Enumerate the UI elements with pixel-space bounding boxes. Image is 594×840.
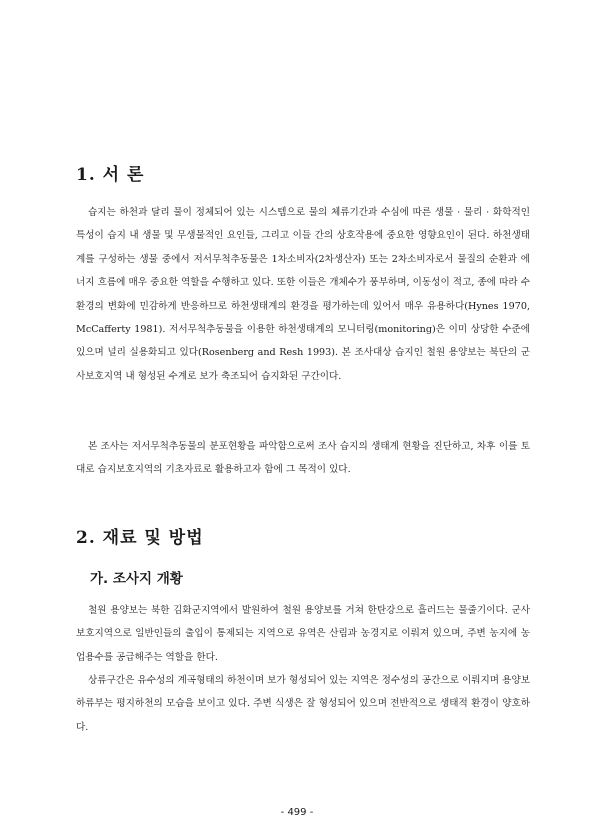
section-1-paragraph-2: 본 조사는 저서무척추동물의 분포현황을 파악함으로써 조사 습지의 생태계 현황을 진단하고, 차후 이를 토대로 습지보호지역의 기초자료로 활용하고자 함에 그 목적이 있다. — [76, 441, 530, 476]
section-1-paragraph-1: 습지는 하천과 달리 물이 정체되어 있는 시스템으로 물의 체류기간과 수심에 따른 생물 · 물리 · 화학적인 특성이 습지 내 생물 및 무생물적인 요인들, 그리고 이들 간의 상호작용에 중요한 영향요인이 된다. 하천생태계를 구성하는 생물 중에서 저서무척추동물은 1차소비자(2차생산자) 또는 2차소비자로서 물질의 순환과 에너지 흐름에 매우 중요한 역할을 수행하고 있다. 또한 이들은 개체수가 풍부하며, 이동성이 적고, 종에 따라 수환경의 변화에 민감하게 반응하므로 하천생태계의 환경을 평가하는데 있어서 매우 유용하다(Hynes 1970, McCafferty 1981). 저서무척추동물을 이용한 하천생태계의 모니터링(monitoring)은 이미 상당한 수준에 있으며 널리 실용화되고 있다(Rosenberg and Resh 1993). 본 조사대상 습지인 철원 용양보는 북단의 군사보호지역 내 형성된 수계로 보가 축조되어 습지화된 구간이다. — [76, 207, 530, 382]
section-2-paragraph-2: 상류구간은 유수성의 계곡형태의 하천이며 보가 형성되어 있는 지역은 정수성의 공간으로 이뤄지며 용양보 하류부는 평지하천의 모습을 보이고 있다. 주변 식생은 잘 형성되어 있으며 전반적으로 생태적 환경이 양호하다. — [76, 675, 530, 733]
section-1-title: 1. 서 론 — [76, 165, 145, 185]
subsection-title: 가. 조사지 개황 — [90, 571, 183, 587]
page-number: - 499 - — [280, 807, 314, 818]
section-2-paragraph-1: 철원 용양보는 북한 김화군지역에서 발원하여 철원 용양보를 거쳐 한탄강으로 흘러드는 물줄기이다. 군사보호지역으로 일반인들의 출입이 통제되는 지역으로 유역은 산림과 농경지로 이뤄져 있으며, 주변 농지에 농업용수를 공급해주는 역할을 한다. — [76, 605, 530, 663]
section-2-title: 2. 재료 및 방법 — [76, 528, 204, 548]
